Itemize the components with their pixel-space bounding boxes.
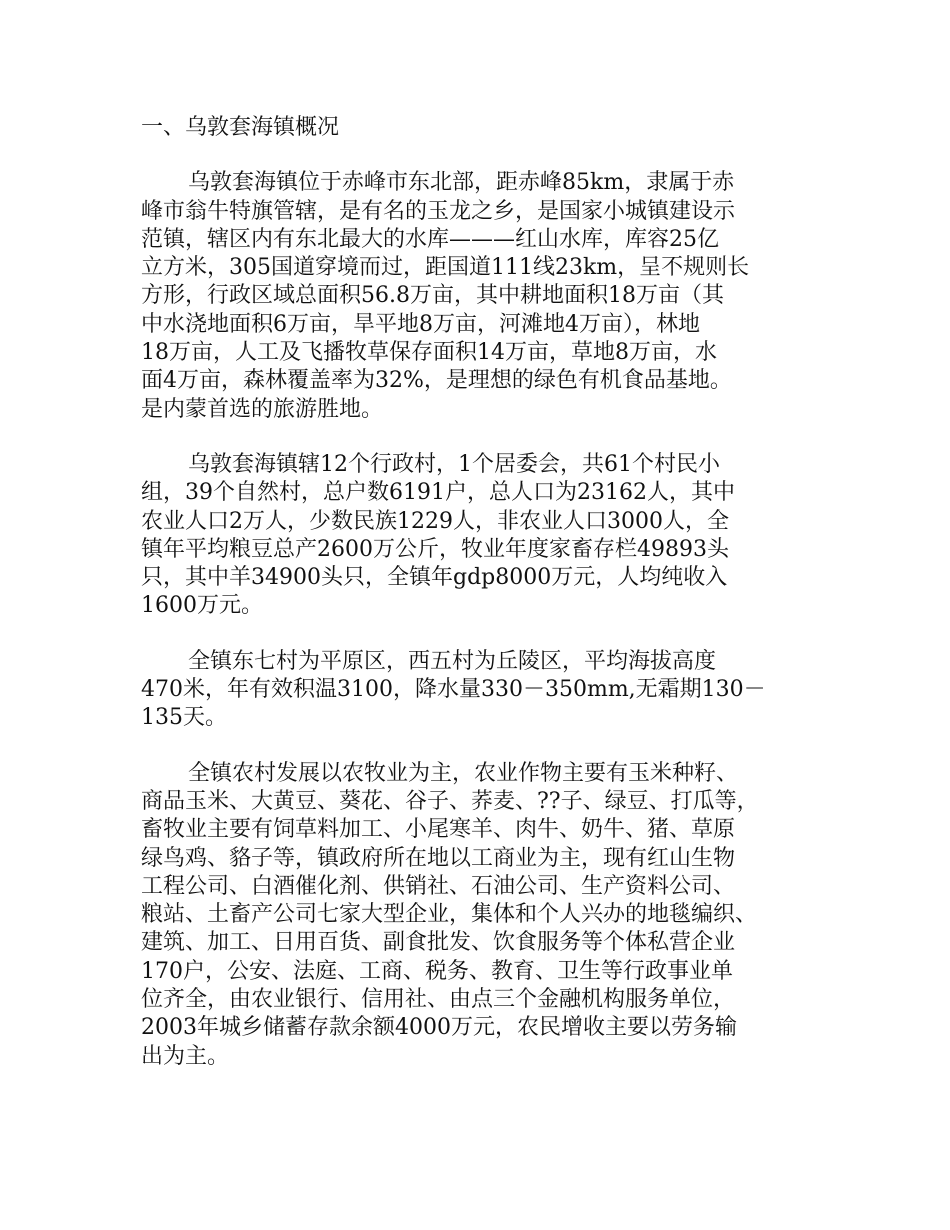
paragraph-line: 中水浇地面积6万亩，旱平地8万亩，河滩地4万亩），林地: [141, 311, 700, 337]
paragraph-line: 1600万元。: [141, 593, 263, 619]
paragraph-line: 方形，行政区域总面积56.8万亩，其中耕地面积18万亩（其: [141, 283, 724, 309]
paragraph-line: 只，其中羊34900头只，全镇年gdp8000万元，人均纯收入: [141, 565, 728, 591]
paragraph-line: 出为主。: [141, 1043, 230, 1069]
paragraph-line: 农业人口2万人，少数民族1229人，非农业人口3000人，全: [141, 508, 729, 534]
paragraph-line: 是内蒙首选的旅游胜地。: [141, 396, 384, 422]
paragraph: [141, 451, 821, 621]
paragraph-list: [141, 169, 821, 1071]
paragraph-line: 范镇，辖区内有东北最大的水库———红山水库，库容25亿: [141, 226, 719, 252]
paragraph-line: 170户，公安、法庭、工商、税务、教育、卫生等行政事业单: [141, 958, 733, 984]
paragraph-line: 组，39个自然村，总户数6191户，总人口为23162人，其中: [141, 480, 735, 506]
paragraph-line: 乌敦套海镇位于赤峰市东北部，距赤峰85km，隶属于赤: [188, 170, 735, 196]
paragraph-line: 粮站、土畜产公司七家大型企业，集体和个人兴办的地毯编织、: [141, 902, 758, 928]
paragraph-line: 乌敦套海镇辖12个行政村，1个居委会，共61个村民小: [188, 451, 720, 477]
paragraph-line: 峰市翁牛特旗管辖，是有名的玉龙之乡，是国家小城镇建设示: [141, 198, 736, 224]
paragraph: [141, 760, 821, 1071]
paragraph-line: 绿鸟鸡、貉子等，镇政府所在地以工商业为主，现有红山生物: [141, 845, 736, 871]
paragraph-line: 工程公司、白酒催化剂、供销社、石油公司、生产资料公司、: [141, 873, 736, 899]
paragraph-line: 2003年城乡储蓄存款余额4000万元，农民增收主要以劳务输: [141, 1015, 737, 1041]
paragraph-line: 18万亩，人工及飞播牧草保存面积14万亩，草地8万亩，水: [141, 340, 717, 366]
paragraph-line: 全镇农村发展以农牧业为主，农业作物主要有玉米种籽、: [188, 760, 739, 786]
paragraph-line: 470米，年有效积温3100，降水量330－350mm,无霜期130－: [141, 677, 766, 703]
paragraph-line: 面4万亩，森林覆盖率为32%，是理想的绿色有机食品基地。: [141, 368, 732, 394]
paragraph-line: 畜牧业主要有饲草料加工、小尾寒羊、肉牛、奶牛、猪、草原: [141, 817, 736, 843]
paragraph-line: 商品玉米、大黄豆、葵花、谷子、荞麦、??子、绿豆、打瓜等，: [141, 788, 759, 814]
paragraph: [141, 169, 821, 424]
paragraph: [141, 648, 821, 733]
paragraph-line: 立方米，305国道穿境而过，距国道111线23km，呈不规则长: [141, 255, 750, 281]
paragraph-line: 全镇东七村为平原区，西五村为丘陵区，平均海拔高度: [188, 648, 717, 674]
section-heading: 一、乌敦套海镇概况: [141, 115, 340, 140]
paragraph-line: 位齐全，由农业银行、信用社、由点三个金融机构服务单位，: [141, 987, 736, 1013]
paragraph-line: 135天。: [141, 705, 227, 731]
document-body: [141, 114, 821, 1098]
paragraph-line: 镇年平均粮豆总产2600万公斤，牧业年度家畜存栏49893头: [141, 536, 729, 562]
paragraph-line: 建筑、加工、日用百货、副食批发、饮食服务等个体私营企业: [141, 930, 736, 956]
